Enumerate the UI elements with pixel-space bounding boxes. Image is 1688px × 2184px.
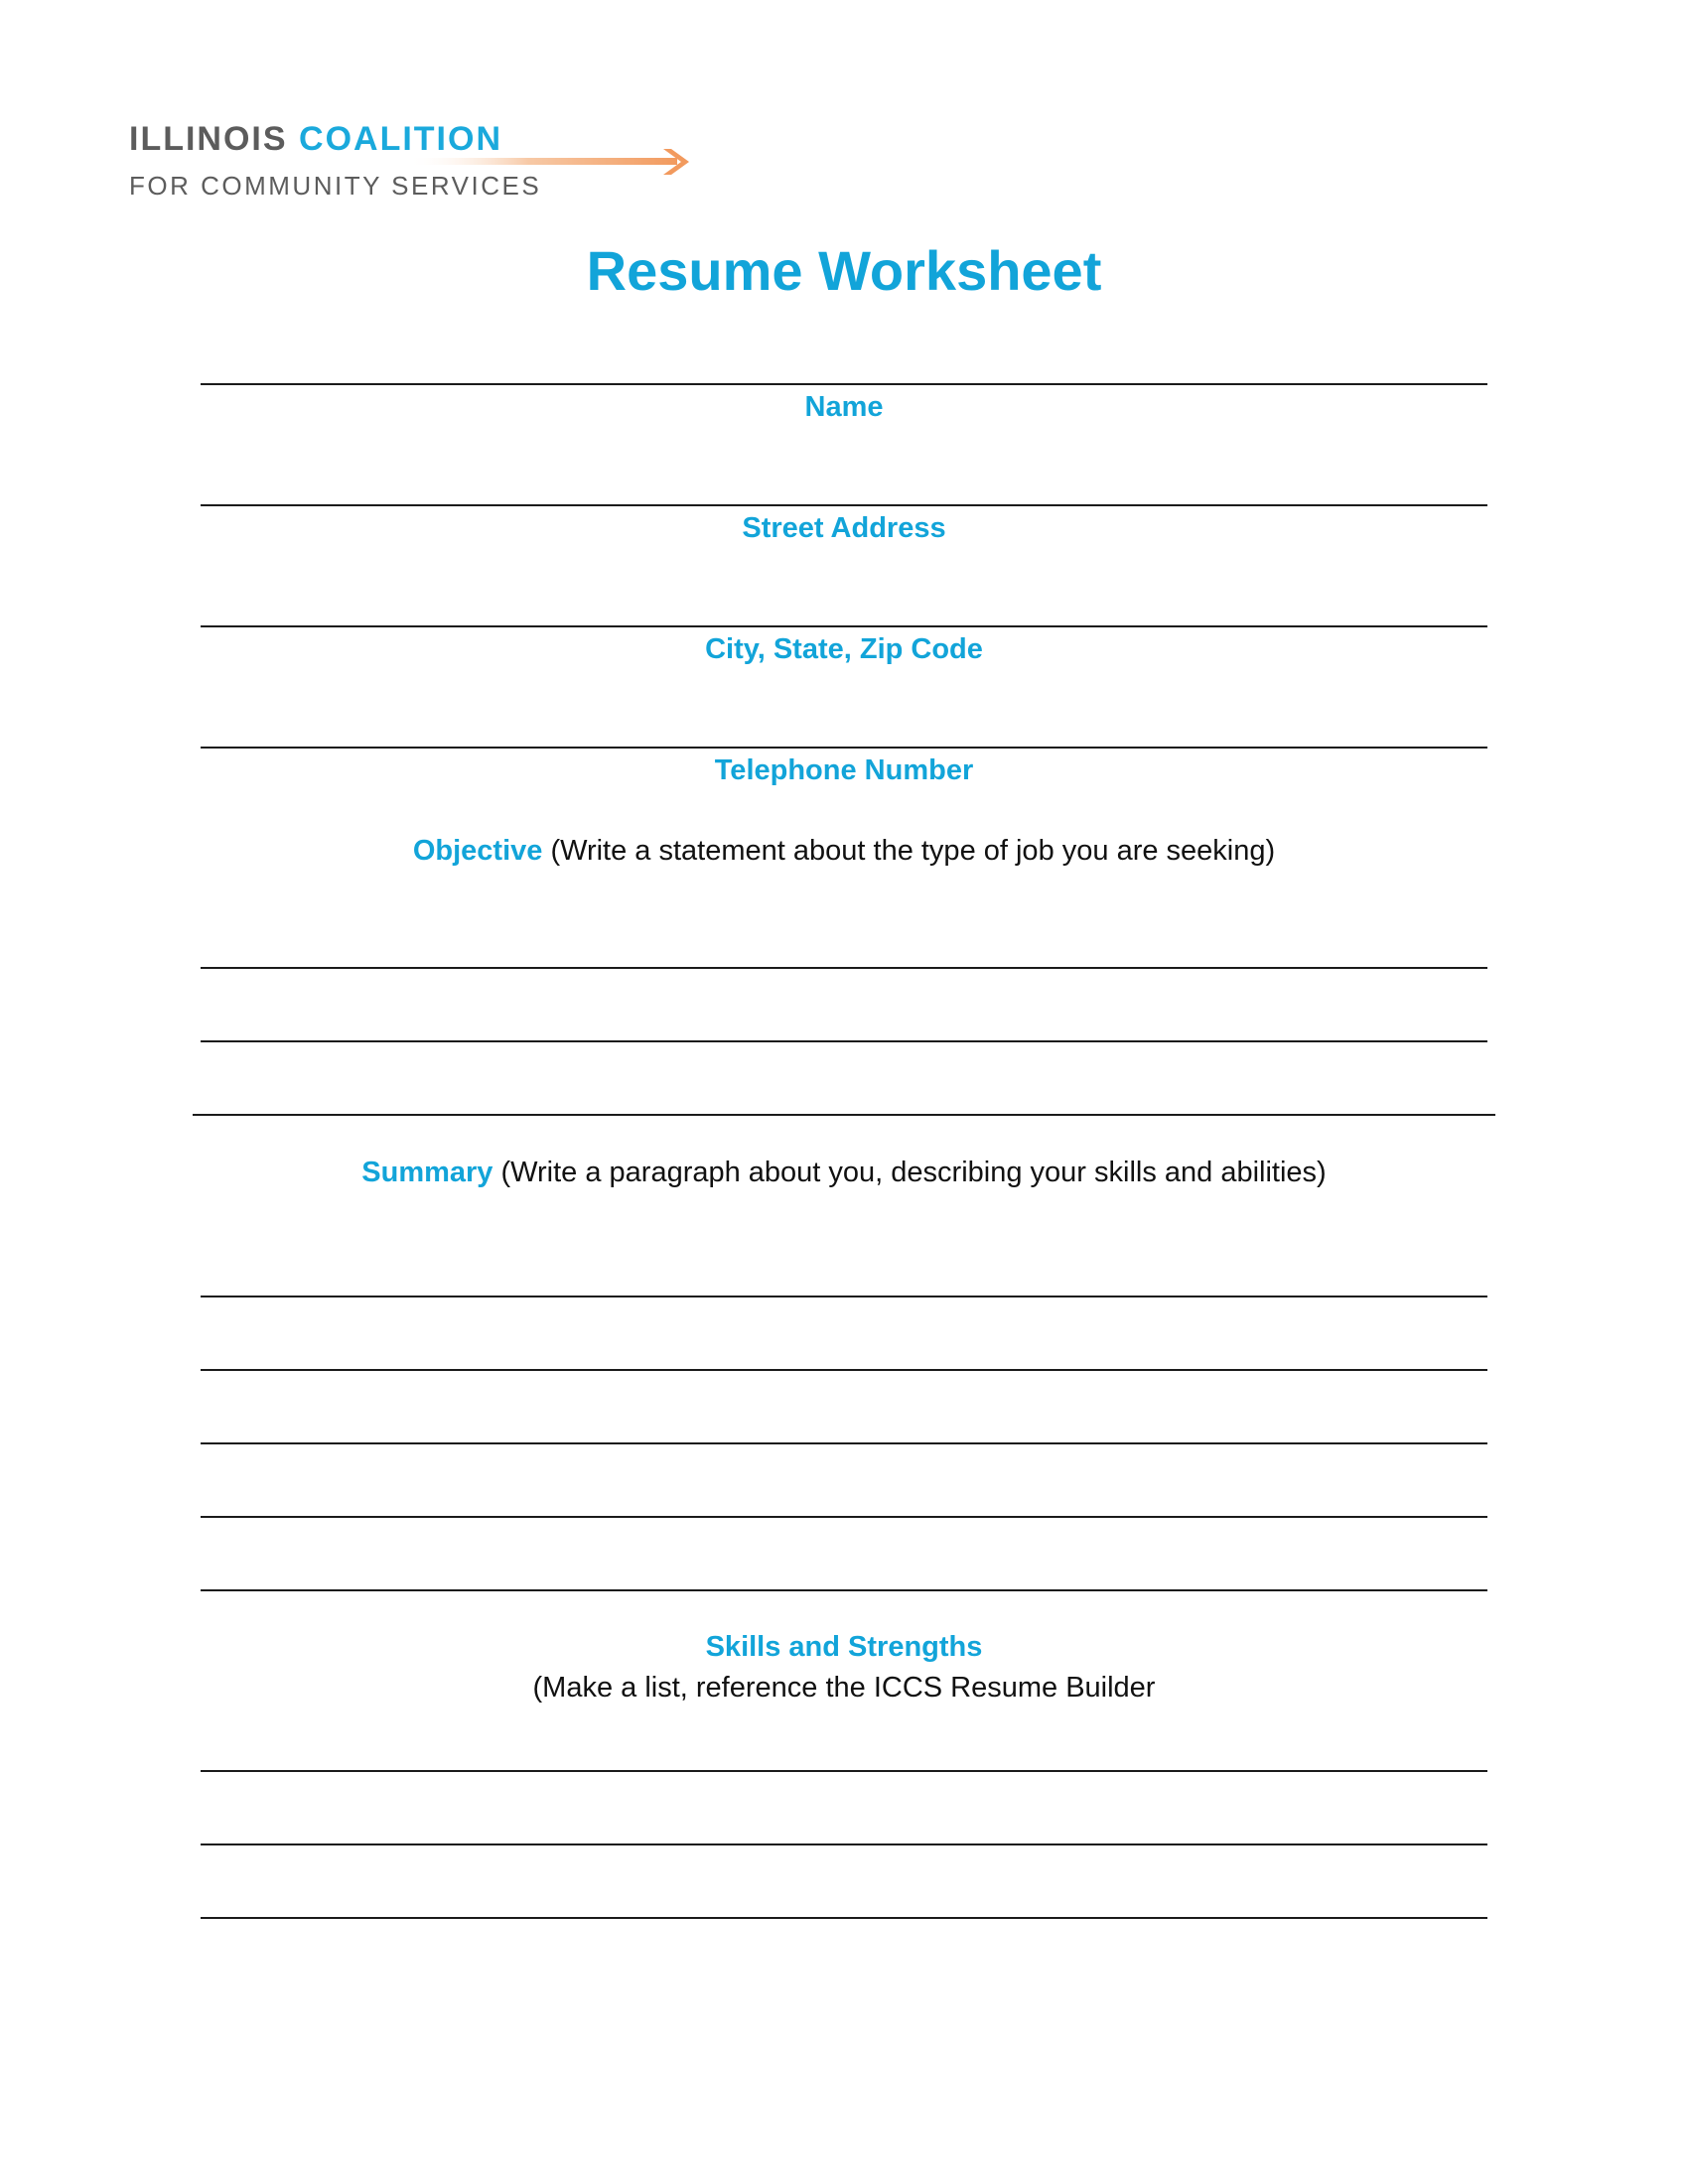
arrow-icon bbox=[407, 147, 705, 177]
logo-word-coalition: COALITION bbox=[299, 120, 502, 158]
summary-line-4[interactable] bbox=[201, 1516, 1487, 1518]
skills-line-2[interactable] bbox=[201, 1843, 1487, 1845]
objective-label: Objective bbox=[412, 835, 543, 867]
skills-instruction: (Make a list, reference the ICCS Resume Builder bbox=[532, 1672, 1156, 1704]
summary-prompt bbox=[0, 1155, 1688, 1190]
logo-line-2: FOR COMMUNITY SERVICES bbox=[129, 171, 542, 201]
objective-prompt bbox=[0, 833, 1688, 869]
objective-line-2[interactable] bbox=[201, 1040, 1487, 1042]
skills-line-3[interactable] bbox=[201, 1917, 1487, 1919]
organization-logo bbox=[129, 119, 576, 208]
summary-line-2[interactable] bbox=[201, 1369, 1487, 1371]
objective-instruction: (Write a statement about the type of job you are seeking) bbox=[542, 835, 1276, 867]
objective-line-1[interactable] bbox=[201, 967, 1487, 969]
summary-line-3[interactable] bbox=[201, 1442, 1487, 1444]
name-line[interactable] bbox=[201, 383, 1487, 385]
summary-label: Summary bbox=[361, 1157, 493, 1188]
objective-line-3[interactable] bbox=[193, 1114, 1495, 1116]
name-label: Name bbox=[804, 391, 884, 423]
page-title: Resume Worksheet bbox=[586, 239, 1102, 302]
city-state-zip-line[interactable] bbox=[201, 625, 1487, 627]
summary-instruction: (Write a paragraph about you, describing your skills and abilities) bbox=[492, 1157, 1327, 1188]
telephone-label: Telephone Number bbox=[714, 754, 974, 786]
skills-label: Skills and Strengths bbox=[705, 1631, 983, 1663]
skills-line-1[interactable] bbox=[201, 1770, 1487, 1772]
summary-line-5[interactable] bbox=[201, 1589, 1487, 1591]
telephone-line[interactable] bbox=[201, 747, 1487, 749]
street-address-label: Street Address bbox=[742, 512, 946, 544]
street-address-line[interactable] bbox=[201, 504, 1487, 506]
logo-word-illinois: ILLINOIS bbox=[129, 120, 288, 158]
summary-line-1[interactable] bbox=[201, 1296, 1487, 1297]
city-state-zip-label: City, State, Zip Code bbox=[705, 633, 983, 665]
